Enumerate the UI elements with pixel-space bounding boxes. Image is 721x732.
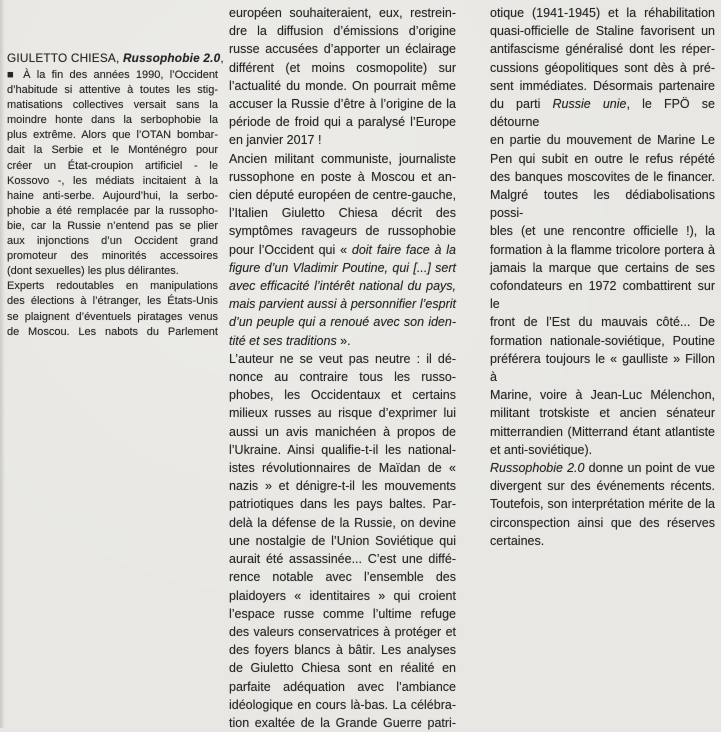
text-line — [229, 459, 456, 477]
text-line — [229, 77, 456, 95]
text-run: aurait été assassinée... C’est une diffé- — [229, 552, 456, 567]
text-line — [229, 4, 456, 22]
text-run: accuser la Russie d’être à l’origine de la — [229, 97, 456, 112]
text-line — [229, 332, 456, 350]
text-run: haine anti-serbe. Aujourd’hui, la serbo- — [7, 189, 218, 202]
column-middle — [229, 4, 456, 732]
text-line — [490, 477, 715, 495]
text-run: À la fin des années 1990, l’Occident — [23, 69, 218, 81]
review-heading-trailing: , — [220, 51, 224, 65]
text-line — [7, 113, 218, 128]
text-line — [490, 404, 715, 422]
text-line — [7, 249, 218, 264]
text-line — [7, 83, 218, 98]
text-run: du parti — [490, 97, 553, 112]
text-run: antifascisme généralisé dont les réper- — [490, 42, 715, 57]
text-line — [490, 459, 715, 477]
review-author: GIULETTO CHIESA, — [7, 51, 120, 65]
text-line — [7, 234, 218, 249]
text-line — [229, 441, 456, 459]
text-run: circonspection ainsi que des réserves — [490, 515, 715, 530]
text-run: Malgré toutes les dédiabolisations possi- — [490, 188, 715, 221]
text-run: cofondateurs en 1972 combattirent sur le — [490, 279, 715, 312]
text-run: en janvier 2017 ! — [229, 133, 322, 148]
text-run: mais parvient aussi à personnifier l’esprit — [229, 297, 456, 312]
text-line — [490, 423, 715, 441]
text-run: bie, car la Russie n’entend pas se plier — [7, 219, 218, 232]
text-run: delà la défense de la Russie, on devine — [229, 515, 456, 530]
text-line — [490, 150, 715, 168]
text-run: quasi-officielle de Staline favorisent un — [490, 24, 715, 39]
text-line — [490, 59, 715, 77]
text-run: russe accusées d’apporter un éclairage — [229, 42, 456, 57]
text-line — [229, 295, 456, 313]
text-line — [229, 241, 456, 259]
text-line — [229, 277, 456, 295]
text-run: certaines. — [490, 533, 545, 548]
text-run: de Moscou. Les nabots du Parlement — [7, 325, 218, 338]
text-line — [229, 568, 456, 586]
text-line — [229, 222, 456, 240]
text-line — [7, 189, 218, 204]
text-run: parfaite adéquation avec l’ambiance — [229, 679, 456, 694]
text-line — [490, 532, 715, 550]
text-line — [7, 68, 218, 83]
text-line — [7, 325, 218, 340]
text-line — [490, 332, 715, 350]
text-line — [490, 168, 715, 186]
text-run: ». — [336, 333, 351, 348]
text-line — [229, 587, 456, 605]
text-line — [229, 641, 456, 659]
text-line — [490, 22, 715, 40]
text-line — [7, 143, 218, 158]
text-run: et anti-soviétique). — [490, 442, 593, 457]
text-run: front de l’Est du mauvais côté... De — [490, 315, 715, 330]
text-run: l’Italien Giuletto Chiesa décrit des — [229, 206, 456, 221]
text-run: Russophobie 2.0 — [490, 461, 585, 476]
text-line — [490, 77, 715, 95]
text-line — [229, 386, 456, 404]
text-run: en partie du mouvement de Marine Le — [490, 133, 715, 148]
text-run: dre la diffusion d’émissions d’origine — [229, 24, 456, 39]
text-run: aux injonctions d’un Occident grand — [7, 235, 218, 248]
text-run: Experts redoutables en manipulations — [7, 280, 218, 293]
text-line — [229, 550, 456, 568]
text-line — [7, 310, 218, 325]
text-run: avec efficacité l’intérêt national du pays, — [229, 279, 456, 294]
text-run: de Giuletto Chiesa sont en réalité en — [229, 661, 456, 676]
text-run: divergent sur des événements récents. — [490, 479, 715, 494]
text-run: créer un État-croupion artificiel - le — [7, 159, 218, 172]
text-run: des foyers blancs à bâtir. Les analyses — [229, 643, 456, 658]
text-run: matisations collectives versait sans la — [7, 99, 218, 112]
text-line — [7, 264, 218, 279]
text-run: russophone en poste à Moscou et an- — [229, 169, 456, 184]
text-run: Pen qui subit en outre le refus répété — [490, 151, 715, 166]
text-line — [229, 150, 456, 168]
text-line — [229, 95, 456, 113]
text-run: donne un point de vue — [584, 461, 715, 476]
text-line — [229, 532, 456, 550]
text-line — [490, 386, 715, 404]
text-run: moindre honte dans la serbophobie la — [7, 114, 218, 127]
column-left — [7, 51, 224, 340]
text-run: symptômes ravageurs de russophobie — [229, 224, 456, 239]
text-line — [490, 259, 715, 277]
text-line — [490, 186, 715, 222]
text-run: des banques moscovites de le financer. — [490, 169, 715, 184]
text-run: bles (et une rencontre officielle !), la — [490, 224, 715, 239]
text-run: Ancien militant communiste, journaliste — [229, 151, 456, 166]
text-run: phobie a été remplacée par la russopho- — [7, 204, 218, 217]
text-line — [7, 174, 218, 189]
text-line — [229, 623, 456, 641]
text-run: otique (1941-1945) et la réhabilitation — [490, 6, 715, 20]
text-run: l’Ukraine. Ainsi qualifie-t-il les national- — [229, 442, 456, 457]
text-run: tité et ses traditions — [229, 333, 337, 348]
text-run: tion exaltée de la Grande Guerre patri- — [229, 715, 456, 730]
text-run: se plaignent d’éventuels piratages venus — [7, 310, 218, 323]
text-run: cien député européen de centre-gauche, — [229, 188, 456, 203]
text-run: , le FPÖ se détourne — [490, 97, 715, 130]
text-run: dait la Serbie et le Monténégro pour — [7, 144, 218, 157]
text-line — [7, 279, 218, 294]
text-run: promoteur des minorités accessoires — [7, 250, 218, 263]
review-title: Russophobie 2.0 — [119, 51, 221, 65]
text-line — [490, 241, 715, 259]
text-line — [490, 514, 715, 532]
text-line — [490, 350, 715, 386]
text-line — [490, 95, 715, 131]
text-line — [7, 204, 218, 219]
text-line — [229, 605, 456, 623]
text-line — [229, 350, 456, 368]
text-line — [490, 222, 715, 240]
text-line — [229, 678, 456, 696]
text-run: Kossovo -, les médiats incitaient à la — [7, 174, 218, 187]
text-run: formation à la flamme tricolore portera à — [490, 242, 715, 257]
text-run: doit faire face à la — [351, 242, 456, 257]
text-run: milieux russes au risque d’exprimer lui — [229, 406, 456, 421]
text-run: Marine, voire à Jean-Luc Mélenchon, — [490, 388, 715, 403]
text-run: nonce au contraire tous les russo- — [229, 370, 456, 385]
text-run: militant trotskiste et ancien sénateur — [490, 406, 715, 421]
text-line — [229, 423, 456, 441]
text-line — [229, 696, 456, 714]
text-line — [7, 294, 218, 309]
text-run: plaidoyers « identitaires » qui croient — [229, 588, 456, 603]
text-line — [229, 40, 456, 58]
text-run: plus extrême. Alors que l’OTAN bombar- — [7, 129, 218, 142]
text-line — [229, 204, 456, 222]
text-run: formation nationale-soviétique, Poutine — [490, 333, 715, 348]
text-run: nazis » et dénigre-t-il les mouvements — [229, 479, 456, 494]
text-line — [490, 40, 715, 58]
text-line — [7, 128, 218, 143]
text-run: période de froid qui a paralysé l’Europe — [229, 115, 456, 130]
text-line — [229, 477, 456, 495]
text-run: istes révolutionnaires de Maïdan de « — [229, 461, 456, 476]
text-run: l’espace russe comme l’ultime refuge — [229, 606, 456, 621]
text-line — [490, 131, 715, 149]
text-line — [229, 131, 456, 149]
bullet-icon: ■ — [7, 69, 24, 81]
text-line — [7, 98, 218, 113]
text-line — [229, 22, 456, 40]
text-run: l’actualité du monde. On pourrait même — [229, 78, 456, 93]
text-line — [229, 659, 456, 677]
text-run: européen souhaiteraient, eux, restrein- — [229, 6, 456, 20]
text-run: sent immédiates. Désormais partenaire — [490, 78, 715, 93]
text-run: pour l’Occident qui « — [229, 242, 352, 257]
text-line — [229, 59, 456, 77]
text-line — [490, 313, 715, 331]
text-run: cussions géopolitiques sont dès à pré- — [490, 60, 715, 75]
text-line — [490, 277, 715, 313]
text-run: aussi un avis manichéen à propos de — [229, 424, 456, 439]
text-run: patriotiques dans les pays baltes. Par- — [229, 497, 456, 512]
column-right — [490, 4, 715, 550]
text-run: différent (et moins cosmopolite) sur — [229, 60, 456, 75]
text-run: Russie unie — [552, 97, 627, 112]
text-run: rence notable avec l’ensemble des — [229, 570, 456, 585]
text-run: idéologique en cours là-bas. La célébra- — [229, 697, 456, 712]
text-run: préférera toujours le « gaulliste » Fillon à — [490, 351, 715, 385]
text-run: (dont sexuelles) les plus délirantes. — [7, 265, 179, 278]
text-line — [229, 168, 456, 186]
text-run: Toutefois, son interprétation mérite de la — [490, 497, 715, 512]
text-run: jamais la marque que certains de ses — [490, 260, 715, 275]
text-run: figure d’un Vladimir Poutine, qui [...] sert — [229, 260, 456, 275]
text-line — [7, 219, 218, 234]
text-line — [229, 186, 456, 204]
text-run: des valeurs conservatrices à protéger et — [229, 624, 456, 639]
text-line — [229, 259, 456, 277]
text-run: des élections à l’étranger, les États-Unis — [7, 295, 218, 308]
text-line — [229, 404, 456, 422]
text-line — [229, 113, 456, 131]
text-line — [229, 495, 456, 513]
text-line — [229, 313, 456, 331]
text-run: mitterrandien (Mitterrand étant atlantiste — [490, 424, 715, 439]
review-heading — [7, 51, 224, 65]
text-line — [490, 495, 715, 513]
text-line — [490, 4, 715, 22]
text-line — [490, 441, 715, 459]
text-line — [7, 159, 218, 174]
text-run: L’auteur ne se veut pas neutre : il dé- — [229, 351, 456, 366]
text-line — [229, 368, 456, 386]
text-run: une nostalgie de l’Union Soviétique qui — [229, 533, 456, 548]
text-run: d’habitude si attentive à toutes les stig- — [7, 84, 218, 97]
text-line — [229, 714, 456, 732]
text-line — [229, 514, 456, 532]
text-run: phobes, les Occidentaux et certains — [229, 388, 456, 403]
text-run: d’un peuple qui a renoué avec son iden- — [229, 315, 456, 330]
